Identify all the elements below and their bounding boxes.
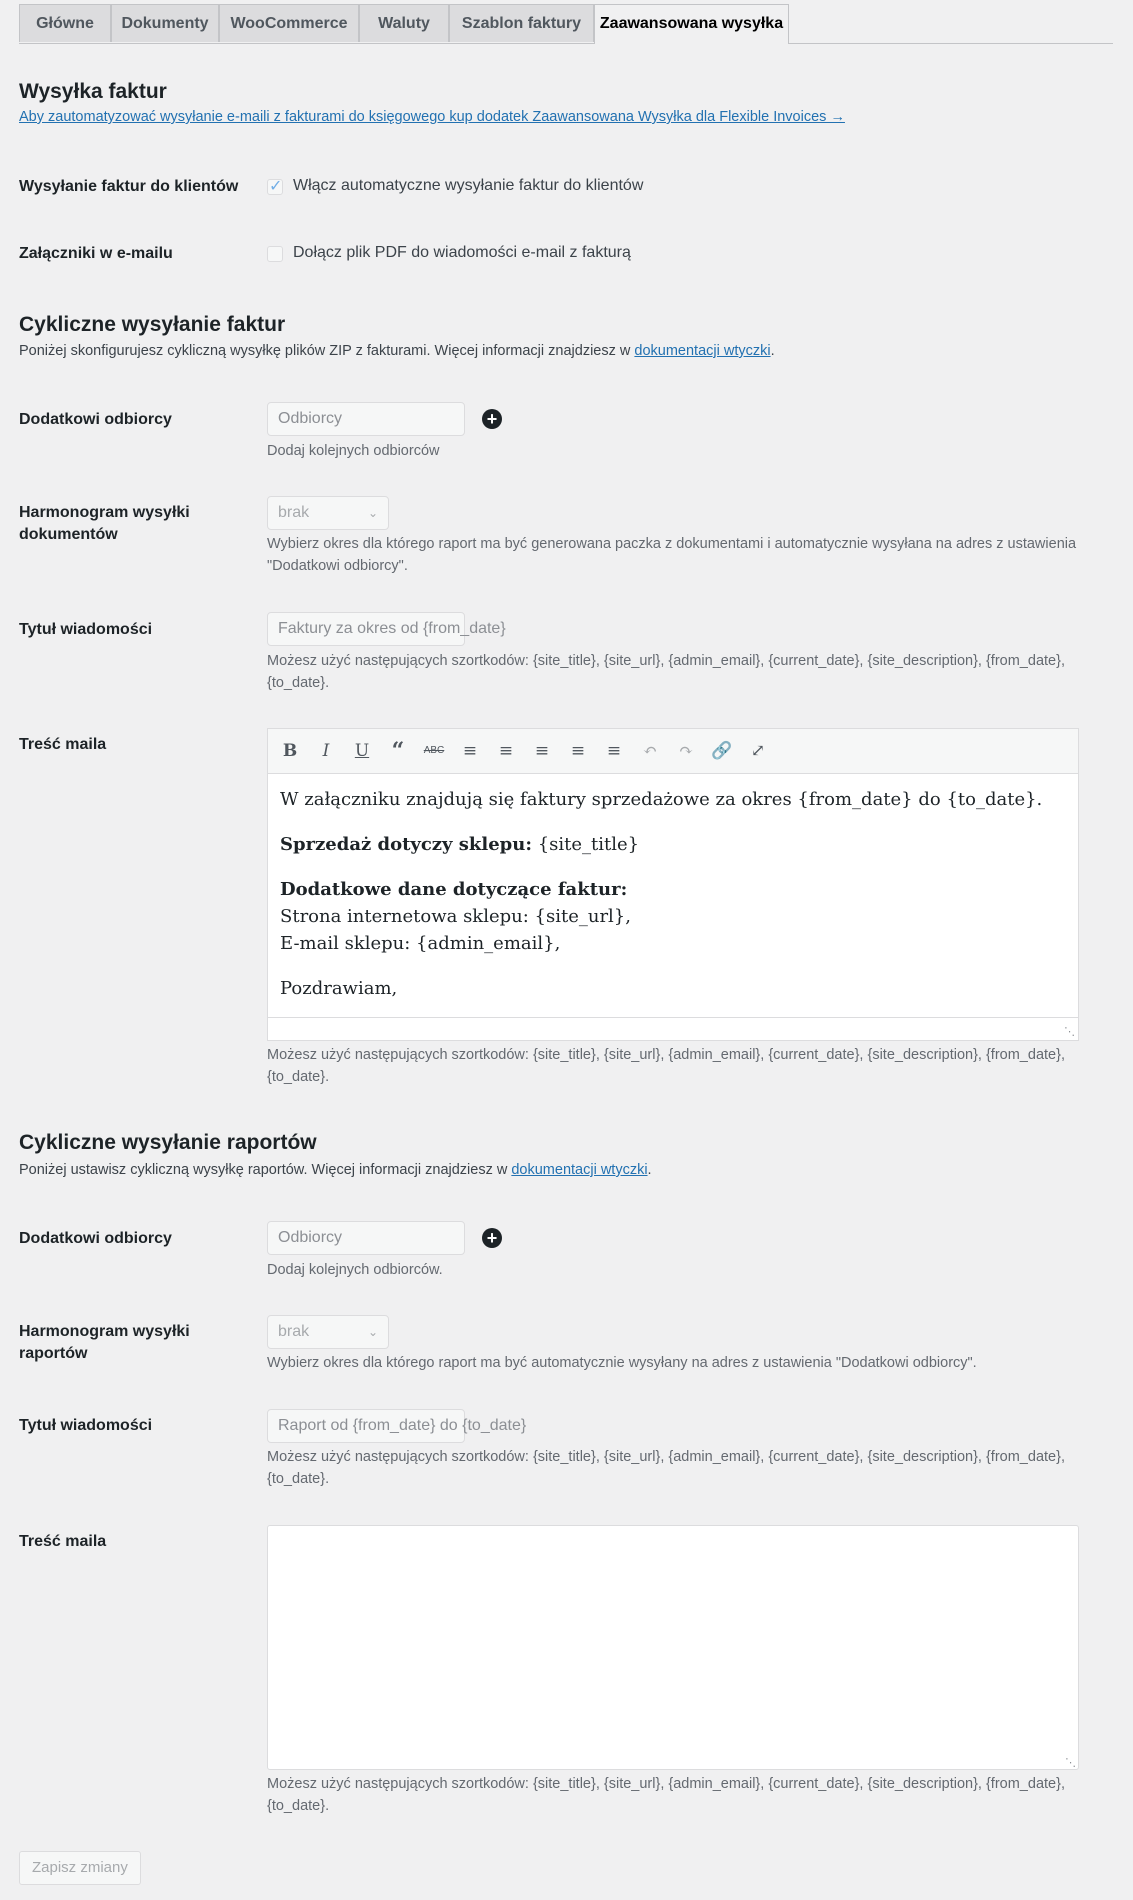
reports-subject-label: Tytuł wiadomości <box>19 1417 153 1434</box>
invoices-schedule-label: Harmonogram wysyłki dokumentów <box>19 504 190 543</box>
invoices-body-editor[interactable] <box>267 728 1079 1041</box>
attachments-label: Załączniki w e-mailu <box>19 245 173 262</box>
invoices-subject-label: Tytuł wiadomości <box>19 621 153 638</box>
reports-recipients-label: Dodatkowi odbiorcy <box>19 1230 172 1247</box>
section-title-cyclic-reports: Cykliczne wysyłanie raportów <box>19 1131 317 1154</box>
checkmark-icon: ✓ <box>269 178 283 195</box>
reports-recipients-input[interactable]: Odbiorcy <box>267 1221 465 1255</box>
fullscreen-icon[interactable]: ⤢ <box>750 741 766 761</box>
chevron-down-icon: ⌄ <box>367 506 378 520</box>
chevron-down-icon: ⌄ <box>367 1325 378 1339</box>
tab-glowne[interactable]: Główne <box>19 4 111 42</box>
tab-dokumenty[interactable]: Dokumenty <box>111 4 219 42</box>
blockquote-icon[interactable]: “ <box>391 738 405 764</box>
italic-icon[interactable]: I <box>322 741 330 761</box>
reports-schedule-label: Harmonogram wysyłki raportów <box>19 1323 190 1362</box>
invoices-schedule-hint: Wybierz okres dla którego raport ma być generowana paczka z dokumentami i automatycznie wysyłana na adres z ustawienia "Dodatkowi odbiorcy". <box>267 536 1077 574</box>
reports-recipients-hint: Dodaj kolejnych odbiorców. <box>267 1262 443 1278</box>
docs-link-invoices[interactable]: dokumentacji wtyczki <box>634 343 771 359</box>
numbered-list-icon[interactable]: ≡ <box>498 741 514 761</box>
attach-pdf-checkbox-label[interactable]: Dołącz plik PDF do wiadomości e-mail z fakturą <box>293 244 631 261</box>
promo-link[interactable]: Aby zautomatyzować wysyłanie e-maili z fakturami do księgowego kup dodatek Zaawansowana Wysyłka dla Flexible Invoices → <box>19 109 845 125</box>
section-title-cyclic-invoices: Cykliczne wysyłanie faktur <box>19 313 286 336</box>
reports-subject-input[interactable]: Raport od {from_date} do {to_date} <box>267 1409 465 1443</box>
plus-icon: + <box>486 409 498 429</box>
save-button[interactable]: Zapisz zmiany <box>19 1851 141 1885</box>
undo-icon[interactable]: ↶ <box>642 741 658 761</box>
invoices-schedule-select[interactable]: brak ⌄ <box>267 496 389 530</box>
cyclic-invoices-description: Poniżej skonfigurujesz cykliczną wysyłkę plików ZIP z fakturami. Więcej informacji znajdziesz w dokumentacji wtyczki. <box>19 343 775 359</box>
docs-link-reports[interactable]: dokumentacji wtyczki <box>511 1162 648 1178</box>
plus-icon: + <box>486 1228 498 1248</box>
redo-icon[interactable]: ↷ <box>678 741 694 761</box>
link-icon[interactable]: 🔗 <box>711 741 733 761</box>
invoices-subject-hint: Możesz użyć następujących szortkodów: {site_title}, {site_url}, {admin_email}, {current_date}, {site_description}, {from_date}, {to_date}. <box>267 653 1065 691</box>
section-title-invoice-mailing: Wysyłka faktur <box>19 80 167 103</box>
add-recipient-reports-button[interactable] <box>482 1228 502 1248</box>
invoices-body-hint: Możesz użyć następujących szortkodów: {site_title}, {site_url}, {admin_email}, {current_date}, {site_description}, {from_date}, {to_date}. <box>267 1047 1065 1085</box>
underline-icon[interactable]: U <box>354 741 370 761</box>
attach-pdf-checkbox[interactable] <box>267 246 283 262</box>
editor-content[interactable]: W załączniku znajdują się faktury sprzedażowe za okres {from_date} do {to_date}. Sprzedaż dotyczy sklepu: {site_title} Dodatkowe dane dotyczące faktur: Strona internetowa sklepu: {site_url}, E-mail sklepu: {admin_email}, Pozdrawiam, <box>280 789 1043 999</box>
invoices-recipients-input[interactable]: Odbiorcy <box>267 402 465 436</box>
reports-body-textarea[interactable] <box>267 1525 1079 1770</box>
send-to-customers-checkbox-label[interactable]: Włącz automatyczne wysyłanie faktur do klientów <box>293 177 644 194</box>
add-recipient-invoices-button[interactable] <box>482 409 502 429</box>
align-right-icon[interactable]: ≡ <box>606 741 622 761</box>
invoices-body-label: Treść maila <box>19 736 107 753</box>
send-to-customers-label: Wysyłanie faktur do klientów <box>19 178 239 195</box>
invoices-recipients-label: Dodatkowi odbiorcy <box>19 411 172 428</box>
reports-body-label: Treść maila <box>19 1533 107 1550</box>
bold-icon[interactable]: B <box>282 741 298 761</box>
tab-waluty[interactable]: Waluty <box>359 4 449 42</box>
align-left-icon[interactable]: ≡ <box>534 741 550 761</box>
reports-schedule-hint: Wybierz okres dla którego raport ma być automatycznie wysyłany na adres z ustawienia "Dodatkowi odbiorcy". <box>267 1355 977 1371</box>
send-to-customers-checkbox[interactable] <box>267 179 283 195</box>
tab-zaawansowana-wysylka[interactable]: Zaawansowana wysyłka <box>594 4 789 44</box>
invoices-recipients-hint: Dodaj kolejnych odbiorców <box>267 443 440 459</box>
tab-szablon-faktury[interactable]: Szablon faktury <box>449 4 594 42</box>
settings-tabs <box>19 4 1113 44</box>
resize-handle-icon[interactable]: ⋱ <box>1064 1026 1075 1038</box>
align-center-icon[interactable]: ≡ <box>570 741 586 761</box>
cyclic-reports-description: Poniżej ustawisz cykliczną wysyłkę raportów. Więcej informacji znajdziesz w dokumentacji wtyczki. <box>19 1162 652 1178</box>
invoices-subject-input[interactable]: Faktury za okres od {from_date} <box>267 612 465 646</box>
tab-woocommerce[interactable]: WooCommerce <box>219 4 359 42</box>
strikethrough-icon[interactable]: ABC <box>423 745 445 756</box>
bullet-list-icon[interactable]: ≡ <box>462 741 478 761</box>
resize-handle-icon[interactable]: ⋱ <box>1065 1757 1076 1769</box>
editor-toolbar <box>268 729 1078 774</box>
reports-subject-hint: Możesz użyć następujących szortkodów: {site_title}, {site_url}, {admin_email}, {current_date}, {site_description}, {from_date}, {to_date}. <box>267 1449 1065 1487</box>
reports-schedule-select[interactable]: brak ⌄ <box>267 1315 389 1349</box>
reports-body-hint: Możesz użyć następujących szortkodów: {site_title}, {site_url}, {admin_email}, {current_date}, {site_description}, {from_date}, {to_date}. <box>267 1776 1065 1814</box>
editor-statusbar <box>268 1017 1078 1040</box>
